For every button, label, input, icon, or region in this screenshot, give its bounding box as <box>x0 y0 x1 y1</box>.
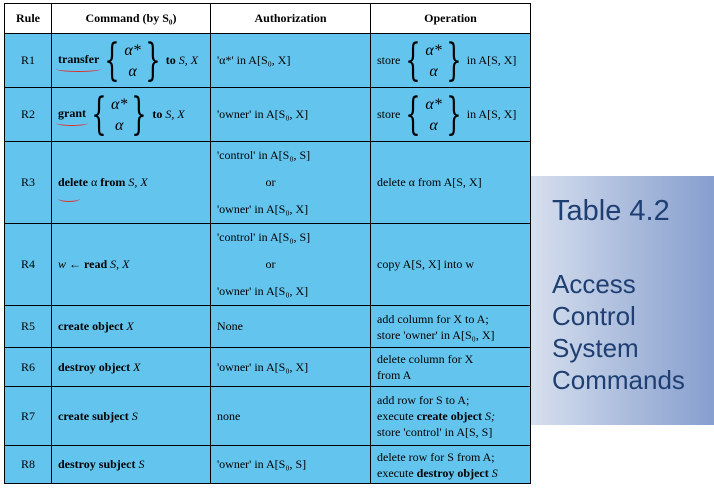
operation-suffix: in A[S, X] <box>466 52 517 67</box>
table-row <box>5 306 531 348</box>
command-cell <box>52 348 211 387</box>
command-keyword: create object <box>58 319 124 333</box>
alpha-brace-group <box>89 88 149 140</box>
authorization-cell: 'owner' in A[S₀, X] <box>211 88 371 142</box>
command-args: S, X <box>128 175 148 189</box>
brace-top-value: α* <box>425 95 442 113</box>
operation-prefix: store <box>377 106 401 121</box>
command-keyword: transfer <box>58 52 100 67</box>
authorization-cell: 'owner' in A[S₀, X] <box>211 348 371 387</box>
operation-cell <box>371 348 531 387</box>
operation-line <box>377 408 524 424</box>
command-keyword: create subject <box>58 408 129 423</box>
rule-id: R6 <box>5 348 52 387</box>
brace-bottom-value: α <box>429 116 438 134</box>
operation-cell <box>371 88 531 142</box>
command-keyword: read <box>84 257 108 271</box>
command-cell <box>52 224 211 306</box>
command-args: X <box>133 359 141 374</box>
caption-line: Control <box>552 301 636 331</box>
left-brace-icon: { <box>405 34 422 86</box>
command-cell <box>52 387 211 446</box>
operation-text: execute <box>377 409 414 423</box>
authorization-cell: none <box>211 387 371 446</box>
command-pre: w ← <box>58 257 82 271</box>
operation-text: S <box>491 465 498 480</box>
table-row <box>5 224 531 306</box>
alpha-brace-group <box>102 34 162 86</box>
authorization-line: 'control' in A[S₀, S] <box>217 148 311 162</box>
caption-line: System <box>552 333 639 363</box>
operation-text: execute <box>377 465 414 480</box>
command-cell <box>52 446 211 484</box>
command-arg: α <box>90 175 98 189</box>
operation-line: add column for X to A; <box>377 311 489 326</box>
access-control-rules-table <box>4 3 531 484</box>
operation-prefix: store <box>377 52 401 67</box>
operation-cell: copy A[S, X] into w <box>371 224 531 306</box>
rule-id: R4 <box>5 224 52 306</box>
header-rule: Rule <box>5 4 52 34</box>
authorization-cell: 'owner' in A[S₀, S] <box>211 446 371 484</box>
authorization-line: 'owner' in A[S₀, X] <box>217 202 309 216</box>
operation-keyword: create object <box>416 409 483 423</box>
operation-line <box>377 465 524 481</box>
caption-line: Commands <box>552 365 685 395</box>
operation-line: from A <box>377 368 412 382</box>
authorization-cell: 'α*' in A[S₀, X] <box>211 34 371 88</box>
command-args: S, X <box>165 106 185 121</box>
command-keyword: destroy subject <box>58 457 136 471</box>
operation-cell <box>371 34 531 88</box>
authorization-line: 'owner' in A[S₀, X] <box>217 284 309 298</box>
operation-text: S; <box>485 409 496 423</box>
brace-bottom-value: α <box>128 62 137 80</box>
rule-id: R8 <box>5 446 52 484</box>
table-caption-panel <box>531 176 714 425</box>
operation-line: store 'owner' in A[S₀, X] <box>377 327 495 342</box>
command-cell <box>52 306 211 348</box>
left-brace-icon: { <box>405 88 422 140</box>
operation-cell <box>371 387 531 446</box>
brace-top-value: α* <box>124 41 141 59</box>
rule-id: R7 <box>5 387 52 446</box>
brace-top-value: α* <box>425 41 442 59</box>
command-args: S, X <box>110 257 130 271</box>
authorization-or: or <box>265 257 276 271</box>
rule-id: R1 <box>5 34 52 88</box>
command-cell <box>52 34 211 88</box>
table-row <box>5 142 531 224</box>
command-keyword: grant <box>58 106 86 121</box>
left-brace-icon: { <box>91 88 107 140</box>
header-operation: Operation <box>371 4 531 34</box>
brace-top-value: α* <box>111 95 128 113</box>
operation-line: add row for S to A; <box>377 393 470 407</box>
command-args: S <box>131 408 138 423</box>
authorization-cell <box>211 224 371 306</box>
caption-line: Access <box>552 269 636 299</box>
command-keyword: destroy object <box>58 359 131 374</box>
authorization-cell <box>211 142 371 224</box>
command-args: S <box>138 457 145 471</box>
left-brace-icon: { <box>104 34 121 86</box>
operation-cell <box>371 446 531 484</box>
command-cell <box>52 88 211 142</box>
command-args: X <box>126 319 134 333</box>
table-caption <box>552 268 714 396</box>
authorization-or: or <box>265 175 276 189</box>
table-row <box>5 348 531 387</box>
table-row <box>5 88 531 142</box>
right-brace-icon: } <box>446 34 462 86</box>
right-brace-icon: } <box>446 88 462 140</box>
operation-cell: delete α from A[S, X] <box>371 142 531 224</box>
header-command: Command (by S₀) <box>52 4 211 34</box>
rule-id: R5 <box>5 306 52 348</box>
command-keyword: to <box>165 52 176 67</box>
table-number-title: Table 4.2 <box>552 195 670 227</box>
table-header-row <box>5 4 531 34</box>
brace-bottom-value: α <box>429 62 438 80</box>
command-keyword: from <box>100 175 126 189</box>
operation-line: delete column for X <box>377 352 474 366</box>
right-brace-icon: } <box>145 34 161 86</box>
table-row <box>5 387 531 446</box>
header-authorization: Authorization <box>211 4 371 34</box>
authorization-cell: None <box>211 306 371 348</box>
command-cell <box>52 142 211 224</box>
operation-keyword: destroy object <box>416 465 489 480</box>
alpha-brace-group <box>403 34 463 86</box>
brace-bottom-value: α <box>115 116 124 134</box>
table-row <box>5 446 531 484</box>
rule-id: R2 <box>5 88 52 142</box>
rule-id: R3 <box>5 142 52 224</box>
command-keyword: delete <box>58 175 88 189</box>
operation-suffix: in A[S, X] <box>466 106 517 121</box>
command-args: S, X <box>178 52 199 67</box>
operation-cell <box>371 306 531 348</box>
operation-line: store 'control' in A[S, S] <box>377 425 493 439</box>
table-row <box>5 34 531 88</box>
authorization-line: 'control' in A[S₀, S] <box>217 230 311 244</box>
right-brace-icon: } <box>131 88 148 140</box>
alpha-brace-group <box>403 88 463 140</box>
operation-line: delete row for S from A; <box>377 449 495 464</box>
command-keyword: to <box>152 106 163 121</box>
